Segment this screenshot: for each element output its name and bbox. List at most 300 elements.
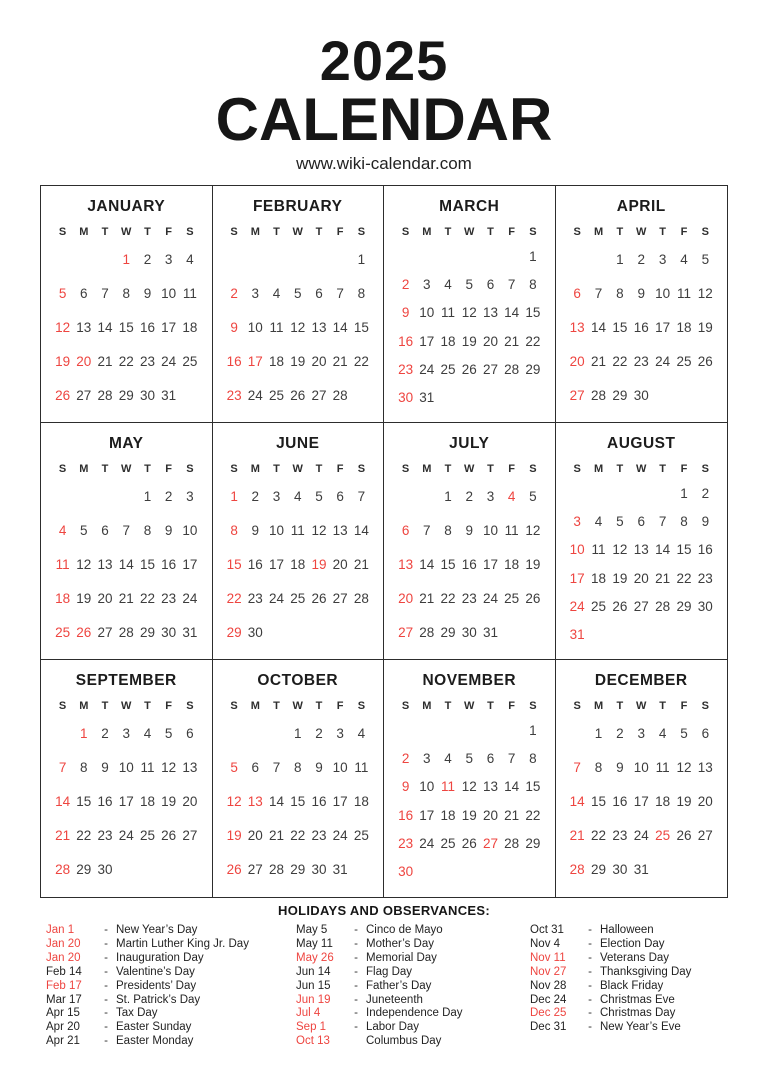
day-cell: 25 <box>269 387 285 403</box>
holiday-date: Feb 17 <box>46 979 82 992</box>
day-cell: 28 <box>504 361 520 377</box>
day-cell: 19 <box>76 590 92 606</box>
day-cell: 22 <box>139 590 155 606</box>
day-cell: 31 <box>419 390 435 406</box>
day-cell: 25 <box>139 827 155 843</box>
day-cell: 17 <box>569 570 585 586</box>
day-cell: 28 <box>353 590 369 606</box>
weekday-header-row <box>41 696 212 716</box>
holiday-separator: - <box>354 993 358 1006</box>
day-cell: 29 <box>525 835 541 851</box>
day-cell: 1 <box>143 488 152 504</box>
day-cell: 18 <box>440 333 456 349</box>
day-cell: 22 <box>525 333 541 349</box>
day-cell: 12 <box>612 542 628 558</box>
holiday-entry <box>46 966 286 980</box>
holiday-date: Nov 28 <box>530 979 567 992</box>
empty-day-cell <box>416 242 437 270</box>
day-cell: 5 <box>701 251 710 267</box>
holiday-date: Apr 20 <box>46 1021 80 1034</box>
day-cell: 3 <box>486 488 495 504</box>
day-cell: 9 <box>230 319 238 335</box>
day-cell: 18 <box>55 590 71 606</box>
holiday-separator: - <box>354 1021 358 1034</box>
day-cell: 30 <box>161 624 177 640</box>
day-cell: 16 <box>97 793 113 809</box>
day-cell: 3 <box>336 725 344 741</box>
day-cell: 17 <box>332 793 348 809</box>
weekday-header: F <box>336 700 344 712</box>
weekday-header: S <box>186 226 194 238</box>
month-title: NOVEMBER <box>422 672 517 689</box>
weekday-header: S <box>573 463 581 475</box>
day-cell: 27 <box>482 361 498 377</box>
day-cell: 12 <box>76 556 92 572</box>
weekday-header: W <box>636 700 647 712</box>
empty-day-cell <box>245 716 266 750</box>
day-cell: 17 <box>118 793 134 809</box>
empty-day-cell <box>224 716 245 750</box>
weekday-header: S <box>230 226 238 238</box>
day-cell: 23 <box>697 570 713 586</box>
day-cell: 11 <box>441 779 456 795</box>
weekday-header: T <box>487 226 494 238</box>
weekday-header: T <box>144 463 151 475</box>
day-cell: 2 <box>164 488 173 504</box>
day-cell: 5 <box>465 750 473 766</box>
day-cell: 12 <box>311 522 327 538</box>
holiday-date: Jan 20 <box>46 951 81 964</box>
day-cell: 25 <box>676 353 692 369</box>
holiday-entry <box>46 924 286 938</box>
day-cell: 19 <box>612 570 628 586</box>
holiday-name: Memorial Day <box>366 951 437 964</box>
day-cell: 31 <box>161 387 177 403</box>
month-february <box>213 186 385 423</box>
day-cell: 21 <box>97 353 113 369</box>
day-cell: 25 <box>182 353 198 369</box>
holiday-date: Feb 14 <box>46 965 82 978</box>
day-cell: 26 <box>311 590 327 606</box>
day-cell: 4 <box>186 251 194 267</box>
day-cell: 10 <box>633 759 649 775</box>
holiday-separator: - <box>588 924 592 936</box>
holiday-entry <box>296 1007 520 1021</box>
day-cell: 3 <box>164 251 173 267</box>
day-cell: 28 <box>569 861 585 877</box>
holiday-entry <box>296 980 520 994</box>
day-cell: 14 <box>569 793 585 809</box>
holiday-separator: - <box>354 951 358 964</box>
holiday-date: Jun 19 <box>296 993 331 1006</box>
day-cell: 3 <box>122 725 130 741</box>
day-cell: 12 <box>461 779 477 795</box>
day-cell: 30 <box>97 861 113 877</box>
day-cell: 6 <box>186 725 194 741</box>
day-cell: 24 <box>269 590 285 606</box>
month-december <box>556 660 728 897</box>
day-cell: 13 <box>697 759 713 775</box>
day-cell: 5 <box>230 759 238 775</box>
holiday-date: May 11 <box>296 937 333 950</box>
day-cell: 24 <box>569 598 585 614</box>
day-cell: 18 <box>440 807 456 823</box>
day-cell: 5 <box>616 513 624 529</box>
day-cell: 23 <box>139 353 155 369</box>
empty-day-cell <box>416 716 437 744</box>
weekday-header: F <box>508 700 516 712</box>
day-cell: 25 <box>353 827 369 843</box>
holiday-name: Father’s Day <box>366 979 432 992</box>
day-cell: 8 <box>230 522 238 538</box>
month-days <box>41 716 212 886</box>
day-cell: 24 <box>655 353 671 369</box>
day-cell: 2 <box>143 251 152 267</box>
day-cell: 8 <box>80 759 88 775</box>
day-cell: 21 <box>118 590 134 606</box>
month-days <box>41 242 212 412</box>
day-cell: 20 <box>76 353 92 369</box>
day-cell: 2 <box>616 725 624 741</box>
website-url: www.wiki-calendar.com <box>296 154 472 173</box>
day-cell: 4 <box>143 725 152 741</box>
month-title: MARCH <box>439 198 500 215</box>
day-cell: 15 <box>591 793 607 809</box>
holiday-entry <box>296 952 520 966</box>
day-cell: 21 <box>419 590 435 606</box>
day-cell: 22 <box>76 827 92 843</box>
weekday-header: T <box>273 700 280 712</box>
holiday-entry <box>296 966 520 980</box>
day-cell: 1 <box>80 725 88 741</box>
holiday-name: Valentine’s Day <box>116 965 195 978</box>
holiday-date: Jan 1 <box>46 924 75 936</box>
month-january <box>41 186 213 423</box>
holiday-name: Veterans Day <box>600 951 670 964</box>
day-cell: 14 <box>269 793 285 809</box>
day-cell: 4 <box>58 522 67 538</box>
day-cell: 10 <box>482 522 498 538</box>
day-cell: 11 <box>269 319 284 335</box>
day-cell: 19 <box>290 353 306 369</box>
weekday-header: S <box>573 226 581 238</box>
day-cell: 3 <box>658 251 667 267</box>
weekday-header: M <box>422 700 432 712</box>
day-cell: 9 <box>401 305 410 321</box>
holiday-separator: - <box>354 979 358 992</box>
holiday-name: Independence Day <box>366 1007 463 1020</box>
day-cell: 1 <box>616 251 624 267</box>
day-cell: 26 <box>226 861 242 877</box>
holiday-separator: - <box>104 937 108 950</box>
holiday-entry <box>296 1021 520 1035</box>
weekday-header: W <box>464 226 475 238</box>
holiday-name: Labor Day <box>366 1021 420 1034</box>
empty-day-cell <box>567 716 588 750</box>
weekday-header: W <box>636 463 647 475</box>
weekday-header: W <box>464 700 475 712</box>
weekday-header-row <box>556 222 728 242</box>
holiday-separator: - <box>104 979 108 992</box>
day-cell: 28 <box>269 861 285 877</box>
day-cell: 30 <box>697 598 713 614</box>
day-cell: 29 <box>525 361 541 377</box>
holiday-date: Dec 24 <box>530 993 567 1006</box>
month-may <box>41 423 213 660</box>
empty-day-cell <box>52 479 73 513</box>
day-cell: 5 <box>164 725 173 741</box>
holiday-separator: - <box>588 951 592 964</box>
weekday-header: T <box>444 226 452 238</box>
day-cell: 16 <box>226 353 242 369</box>
empty-day-cell <box>480 716 501 744</box>
holiday-separator: - <box>588 937 592 950</box>
day-cell: 24 <box>182 590 198 606</box>
holiday-separator: - <box>588 993 592 1006</box>
day-cell: 4 <box>444 750 452 766</box>
day-cell: 25 <box>440 361 456 377</box>
day-cell: 28 <box>332 387 348 403</box>
day-cell: 10 <box>419 305 435 321</box>
month-june <box>213 423 385 660</box>
holiday-separator: - <box>104 1007 108 1020</box>
weekday-header: S <box>357 463 366 475</box>
day-cell: 2 <box>251 488 260 504</box>
day-cell: 10 <box>332 759 348 775</box>
weekday-header: M <box>250 700 260 712</box>
holiday-entry <box>530 1007 750 1021</box>
weekday-header: T <box>315 463 323 475</box>
day-cell: 14 <box>591 319 607 335</box>
weekday-header: W <box>292 700 303 712</box>
weekday-header-row <box>556 696 728 716</box>
weekday-header-row <box>213 459 384 479</box>
empty-day-cell <box>245 242 266 276</box>
day-cell: 22 <box>226 590 242 606</box>
day-cell: 28 <box>591 387 607 403</box>
day-cell: 26 <box>525 590 541 606</box>
day-cell: 5 <box>293 285 302 301</box>
day-cell: 6 <box>80 285 88 301</box>
month-days <box>41 479 212 649</box>
month-october <box>213 660 385 897</box>
day-cell: 11 <box>140 759 155 775</box>
holiday-entry <box>296 924 520 938</box>
day-cell: 24 <box>118 827 134 843</box>
day-cell: 15 <box>525 305 541 321</box>
day-cell: 22 <box>290 827 306 843</box>
day-cell: 18 <box>591 570 607 586</box>
holiday-separator: - <box>354 965 358 978</box>
day-cell: 22 <box>353 353 369 369</box>
month-title: JULY <box>449 435 490 452</box>
month-days <box>213 242 384 412</box>
day-cell: 21 <box>353 556 369 572</box>
day-cell: 1 <box>444 488 452 504</box>
holiday-entry <box>46 1021 286 1035</box>
day-cell: 3 <box>272 488 281 504</box>
holiday-date: Dec 31 <box>530 1021 567 1034</box>
weekday-header: S <box>58 226 67 238</box>
holiday-name: Black Friday <box>600 979 664 992</box>
weekday-header-row <box>213 696 384 716</box>
holiday-name: Halloween <box>600 924 654 936</box>
day-cell: 5 <box>315 488 323 504</box>
day-cell: 26 <box>55 387 71 403</box>
day-cell: 15 <box>118 319 134 335</box>
holiday-entry <box>46 938 286 952</box>
day-cell: 20 <box>398 590 414 606</box>
day-cell: 7 <box>573 759 581 775</box>
weekday-header: T <box>315 226 323 238</box>
day-cell: 19 <box>461 807 477 823</box>
weekday-header: T <box>101 463 109 475</box>
holiday-entry <box>530 994 750 1008</box>
day-cell: 11 <box>441 305 456 321</box>
day-cell: 9 <box>101 759 109 775</box>
day-cell: 13 <box>311 319 327 335</box>
empty-day-cell <box>330 242 351 276</box>
day-cell: 31 <box>482 624 498 640</box>
day-cell: 2 <box>315 725 323 741</box>
day-cell: 21 <box>55 827 71 843</box>
day-cell: 12 <box>290 319 306 335</box>
weekday-header: F <box>508 463 516 475</box>
empty-day-cell <box>116 479 137 513</box>
day-cell: 31 <box>633 861 649 877</box>
day-cell: 12 <box>676 759 692 775</box>
day-cell: 21 <box>269 827 285 843</box>
day-cell: 9 <box>315 759 323 775</box>
day-cell: 29 <box>612 387 628 403</box>
day-cell: 29 <box>290 861 306 877</box>
day-cell: 2 <box>101 725 109 741</box>
month-title: FEBRUARY <box>252 198 343 215</box>
month-days <box>556 716 728 886</box>
day-cell: 11 <box>354 759 369 775</box>
day-cell: 4 <box>680 251 688 267</box>
day-cell: 30 <box>247 624 263 640</box>
weekday-header: S <box>186 700 194 712</box>
day-cell: 9 <box>637 285 645 301</box>
weekday-header: M <box>593 226 604 238</box>
weekday-header: S <box>573 700 581 712</box>
weekday-header: S <box>230 700 238 712</box>
calendar-grid <box>40 185 728 898</box>
day-cell: 8 <box>529 276 537 292</box>
day-cell: 6 <box>637 513 645 529</box>
weekday-header-row <box>41 459 212 479</box>
day-cell: 20 <box>97 590 113 606</box>
holiday-entry <box>46 980 286 994</box>
weekday-header: F <box>680 463 688 475</box>
day-cell: 10 <box>269 522 285 538</box>
day-cell: 1 <box>680 485 688 501</box>
holiday-date: Apr 21 <box>46 1035 80 1048</box>
day-cell: 23 <box>612 827 628 843</box>
holiday-entry <box>296 938 520 952</box>
day-cell: 13 <box>398 556 414 572</box>
day-cell: 18 <box>353 793 369 809</box>
day-cell: 7 <box>507 276 516 292</box>
day-cell: 21 <box>504 333 520 349</box>
day-cell: 12 <box>55 319 71 335</box>
day-cell: 25 <box>655 827 671 843</box>
day-cell: 9 <box>401 779 410 795</box>
holiday-date: Jan 20 <box>46 937 81 950</box>
day-cell: 2 <box>230 285 238 301</box>
day-cell: 20 <box>247 827 263 843</box>
weekday-header: S <box>529 700 537 712</box>
weekday-header: S <box>529 463 537 475</box>
holiday-date: May 5 <box>296 924 328 936</box>
day-cell: 31 <box>332 861 348 877</box>
empty-day-cell <box>308 242 329 276</box>
weekday-header: S <box>58 700 67 712</box>
day-cell: 30 <box>311 861 327 877</box>
month-days <box>556 242 728 412</box>
holiday-entry <box>46 952 286 966</box>
weekday-header: T <box>444 700 452 712</box>
empty-day-cell <box>459 242 480 270</box>
day-cell: 1 <box>357 251 366 267</box>
day-cell: 29 <box>440 624 456 640</box>
day-cell: 3 <box>423 276 431 292</box>
day-cell: 16 <box>612 793 628 809</box>
day-cell: 11 <box>290 522 305 538</box>
day-cell: 20 <box>482 333 498 349</box>
day-cell: 26 <box>290 387 306 403</box>
weekday-header: T <box>273 226 280 238</box>
holiday-separator: - <box>588 965 592 978</box>
weekday-header: T <box>659 700 666 712</box>
holiday-date: Nov 27 <box>530 965 567 978</box>
day-cell: 3 <box>251 285 260 301</box>
day-cell: 21 <box>332 353 348 369</box>
day-cell: 19 <box>676 793 692 809</box>
day-cell: 20 <box>311 353 327 369</box>
day-cell: 4 <box>444 276 452 292</box>
holiday-column-2 <box>296 924 520 1049</box>
weekday-header: T <box>616 463 624 475</box>
month-days <box>213 716 384 886</box>
day-cell: 18 <box>269 353 285 369</box>
day-cell: 20 <box>482 807 498 823</box>
holidays-heading: HOLIDAYS AND OBSERVANCES: <box>278 903 490 918</box>
day-cell: 9 <box>164 522 173 538</box>
day-cell: 8 <box>293 759 302 775</box>
weekday-header-row <box>384 459 555 479</box>
weekday-header: T <box>101 700 109 712</box>
empty-day-cell <box>395 242 416 270</box>
holiday-separator: - <box>588 979 592 992</box>
holiday-entry <box>530 1021 750 1035</box>
day-cell: 6 <box>573 285 581 301</box>
weekday-header-row <box>556 459 728 479</box>
day-cell: 12 <box>697 285 713 301</box>
month-april <box>556 186 728 423</box>
day-cell: 10 <box>247 319 263 335</box>
weekday-header: F <box>336 226 344 238</box>
weekday-header: W <box>292 463 303 475</box>
holiday-name: Juneteenth <box>366 993 423 1006</box>
day-cell: 30 <box>612 861 628 877</box>
month-title: SEPTEMBER <box>75 672 177 689</box>
day-cell: 17 <box>161 319 177 335</box>
day-cell: 24 <box>247 387 263 403</box>
empty-day-cell <box>94 242 115 276</box>
day-cell: 3 <box>423 750 431 766</box>
